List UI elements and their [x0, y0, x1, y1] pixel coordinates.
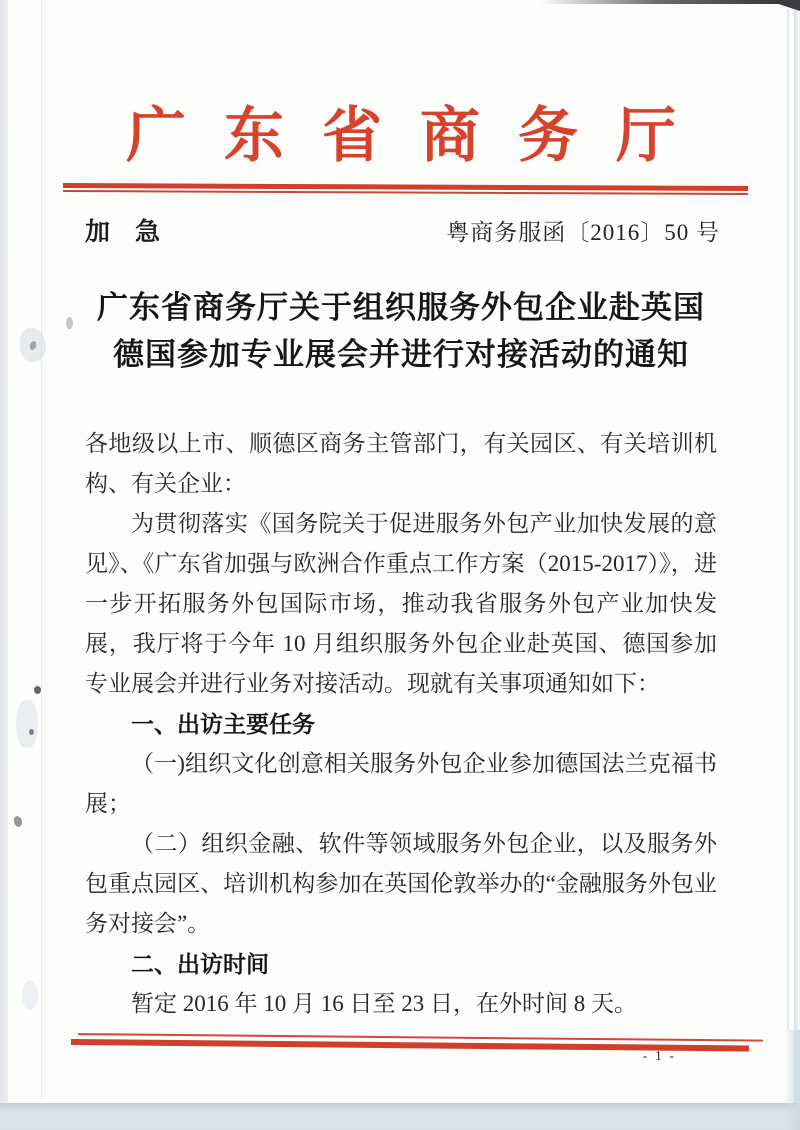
section1-heading: 一、出访主要任务	[131, 711, 315, 737]
section2-heading: 二、出访时间	[131, 951, 269, 977]
scan-speck	[66, 317, 73, 329]
scan-smudge	[16, 700, 38, 748]
scan-smudge	[22, 980, 38, 1010]
urgency-label: 加 急	[85, 218, 161, 246]
scan-corner-shadow	[766, 0, 800, 11]
page-number: - 1 -	[642, 1049, 676, 1064]
scan-smudge	[20, 328, 46, 362]
scan-speck	[13, 815, 24, 828]
document-number: 粤商务服函〔2016〕50 号	[446, 220, 720, 245]
scan-speck	[29, 729, 34, 735]
section1-item2: （二）组织金融、软件等领域服务外包企业，以及服务外包重点园区、培训机构参加在英国伦敦举办的“金融服务外包业务对接会”。	[85, 831, 717, 936]
scan-edge-line	[787, 10, 789, 1030]
scan-speck	[34, 686, 41, 694]
salutation: 各地级以上市、顺德区商务主管部门，有关园区、有关培训机构、有关企业：	[85, 431, 717, 496]
intro-paragraph: 为贯彻落实《国务院关于促进服务外包产业加快发展的意见》、《广东省加强与欧洲合作重点工作方案（2015-2017）》，进一步开拓服务外包国际市场，推动我省服务外包产业加快发展，我厅将于今年 10 月组织服务外包企业赴英国、德国参加专业展会并进行业务对接活动。现就有关事项通知如下：	[85, 511, 717, 696]
document-title-line1: 广东省商务厅关于组织服务外包企业赴英国	[97, 290, 705, 325]
document-body	[85, 424, 717, 1024]
scanner-bed-bottom	[0, 1103, 800, 1130]
letterhead-divider	[63, 183, 748, 195]
document-page	[8, 0, 794, 1103]
document-title	[8, 284, 794, 378]
agency-name-text: 广东省商务厅	[126, 103, 714, 169]
document-title-line2: 德国参加专业展会并进行对接活动的通知	[113, 337, 689, 372]
scanner-bed-right	[784, 1030, 800, 1130]
scan-dark-edge	[540, 0, 800, 4]
paper-crease	[41, 0, 42, 1100]
section2-schedule: 暂定 2016 年 10 月 16 日至 23 日，在外时间 8 天。	[131, 991, 637, 1016]
document-meta-row	[8, 212, 794, 248]
scanner-bed-left	[0, 0, 8, 1103]
letterhead-agency-name	[8, 88, 794, 174]
section1-item1: （一)组织文化创意相关服务外包企业参加德国法兰克福书展；	[85, 751, 717, 816]
